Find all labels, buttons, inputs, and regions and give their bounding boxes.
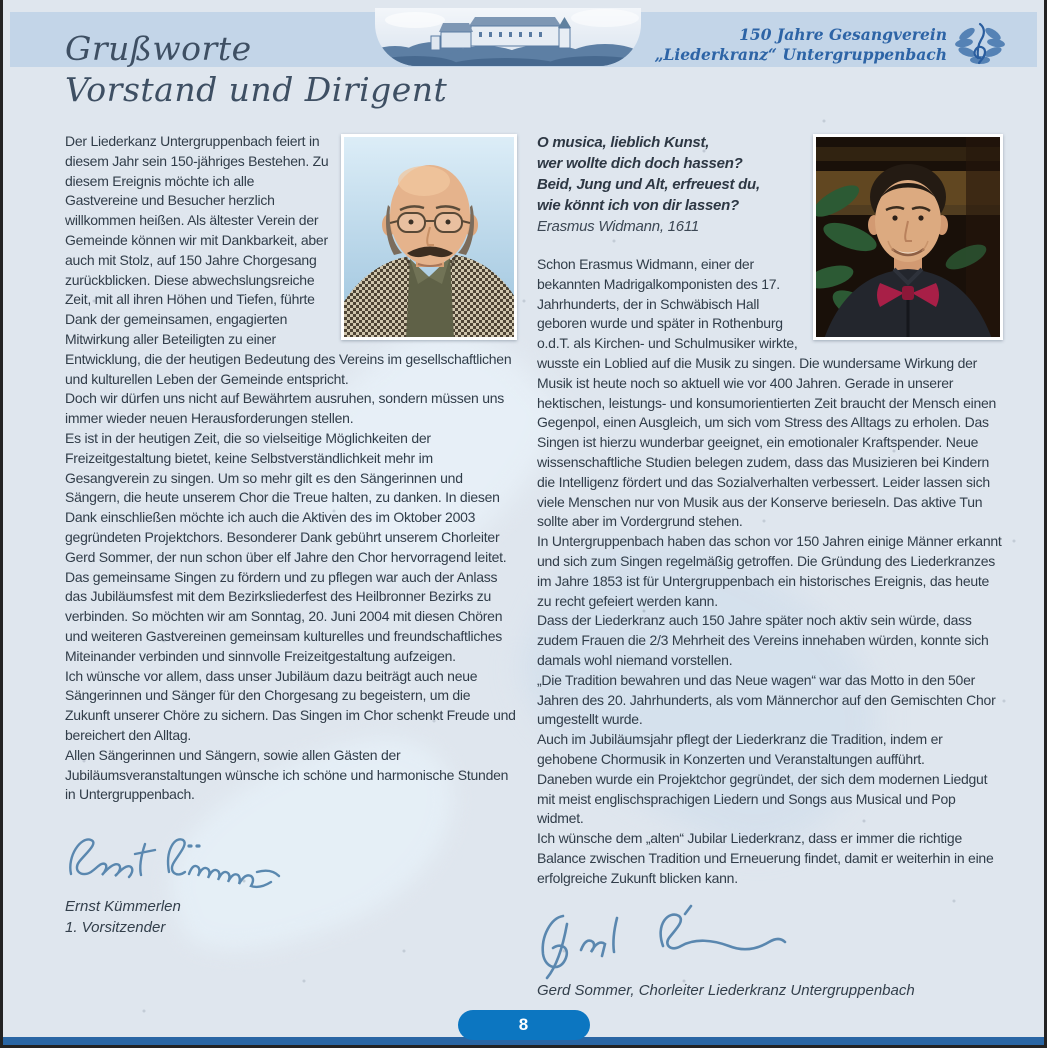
body-paragraph: „Die Tradition bewahren und das Neue wagen“ war das Motto in den 50er Jahren des 20. Jahrhunderts, als vom Männerchor auf den Gemischten Chor umgestellt wurde.	[537, 671, 996, 728]
paper-speckles	[3, 0, 5, 2]
conductor-portrait-photo	[813, 134, 1003, 340]
body-paragraph: Es ist in der heutigen Zeit, die so vielseitige Möglichkeiten der Freizeitgestaltung bietet, keine Selbstverständlichkeit mehr im Gesangverein zu singen. Um so mehr gilt es den Sängerinnen und Sängern, die heute unserem Chor die Treue halten, zu danken. In diesen Dank einschließen möchte ich auch die Aktiven des im Oktober 2003 gegründeten Projektchors. Besonderer Dank gebührt unserem Chorleiter Gerd Sommer, der nun schon über elf Jahre den Chor hervorragend leitet. Das gemeinsame Singen zu fördern und zu pflegen war auch der Anlass das Jubiläumsfest mit dem Bezirksliederfest des Heilbronner Bezirks zu verbinden. So möchten wir am Sonntag, 20. Juni 2004 mit diesen Chören und weiteren Gastvereinen gemeinsam kulturelles und freundschaftliches Miteinander verbinden und sinnvolle Freizeitgestaltung aufzeigen.	[65, 429, 507, 664]
body-paragraph: Doch wir dürfen uns nicht auf Bewährtem ausruhen, sondern müssen uns immer wieder neuen Herausforderungen stellen.	[65, 390, 505, 427]
page-title	[65, 28, 447, 110]
body-paragraph: Der Liederkanz Untergruppenbach feiert in diesem Jahr sein 150-jähriges Bestehen. Zu diesem Ereignis möchte ich alle Gastvereine und Besucher herzlich willkommen heißen. Als ältester Verein der Gemeinde können wir mit Dankbarkeit, aber auch mit Stolz, auf 150 Jahre Chorgesang zurückblicken. Diese abwechslungsreiche Zeit, mit all ihren Höhen und Tiefen, führte Dank der gemeinsamen, engagierten Mitwirkung aller Beteiligten zu einer Entwicklung, die der heutigen Bedeutung des Vereins im gesellschaftlichen und kulturellen Leben der Gemeinde entspricht.	[65, 133, 512, 387]
chairman-role: 1. Vorsitzender	[65, 919, 166, 936]
conductor-signature-handwriting	[533, 902, 803, 980]
right-column	[537, 132, 1003, 889]
chairman-name: Ernst Kümmerlen	[65, 898, 181, 915]
edition-title-line1: 150 Jahre Gesangverein	[739, 25, 947, 44]
quote-line: Beid, Jung und Alt, erfreuest du,	[537, 176, 760, 193]
left-column	[65, 132, 517, 805]
quote-line: wie könnt ich von dir lassen?	[537, 197, 739, 214]
page-number: 8	[518, 1015, 529, 1034]
chairman-signature-caption	[65, 896, 181, 938]
body-paragraph: Ich wünsche vor allem, dass unser Jubiläum dazu beiträgt auch neue Sängerinnen und Sänger für den Chorgesang zu begeistern, um die Zukunft unserer Chöre zu sichern. Das Singen im Chor schenkt Freude und bereichert den Alltag.	[65, 667, 516, 743]
body-paragraph: Dass der Liederkranz auch 150 Jahre später noch aktiv sein würde, dass zudem Frauen die 2/3 Mehrheit des Vereins innehaben würden, konnte sich damals wohl niemand vorstellen.	[537, 612, 989, 668]
body-paragraph: Auch im Jubiläumsjahr pflegt der Liederkranz die Tradition, indem er gehobene Chormusik in Konzerten und Veranstaltungen aufführt.	[537, 731, 943, 767]
body-paragraph: Daneben wurde ein Projektchor gegründet, der sich dem modernen Liedgut mit meist englischsprachigen Liedern und Songs aus Musical und Pop widmet.	[537, 770, 988, 827]
page-title-line1: Grußworte	[65, 29, 252, 68]
page-title-line2: Vorstand und Dirigent	[65, 70, 448, 109]
body-paragraph: Ich wünsche dem „alten“ Jubilar Liederkranz, dass er immer die richtige Balance zwischen Tradition und Erneuerung findet, damit er weiterhin in eine erfolgreiche Zukunft blicken kann.	[537, 830, 994, 886]
edition-title-line2: „Liederkranz“ Untergruppenbach	[654, 45, 947, 64]
wreath-treble-clef-icon	[955, 18, 1005, 66]
chairman-portrait-photo	[341, 134, 517, 340]
quote-attribution: Erasmus Widmann, 1611	[537, 218, 699, 235]
body-paragraph: Allen Sängerinnen und Sängern, sowie allen Gästen der Jubiläumsveranstaltungen wünsche ich schöne und harmonische Stunden in Untergruppenbach.	[65, 746, 509, 803]
edition-title	[617, 25, 947, 65]
body-paragraph: In Untergruppenbach haben das schon vor 150 Jahren einige Männer erkannt und sich zum Singen regelmäßig getroffen. Die Gründung des Liederkranzes im Jahre 1853 ist für Untergruppenbach ein historisches Ereignis, das heute zu recht gefeiert werden kann.	[537, 533, 1002, 609]
conductor-signature-caption	[537, 982, 915, 999]
quote-line: O musica, lieblich Kunst,	[537, 134, 710, 151]
conductor-name-role: Gerd Sommer, Chorleiter Liederkranz Untergruppenbach	[537, 982, 915, 999]
chairman-signature-handwriting	[61, 828, 301, 894]
page-number-badge	[458, 1010, 590, 1040]
quote-line: wer wollte dich doch hassen?	[537, 155, 743, 172]
body-paragraph: Schon Erasmus Widmann, einer der bekannten Madrigalkomponisten des 17. Jahrhunderts, der in Schwäbisch Hall geboren wurde und später in Rothenburg o.d.T. als Kirchen- und Schulmusiker wirkte, wusste ein Loblied auf die Musik zu singen. Die wundersame Wirkung der Musik ist heute noch so aktuell wie vor 400 Jahren. Gerade in unserer hektischen, leistungs- und konsumorientierten Zeit braucht der Mensch einen Gegenpol, einen Ausgleich, um sich vom Stress des Alltags zu erholen. Das Singen ist hierzu wunderbar geeignet, ein emotionaler Kraftspender. Neue wissenschaftliche Studien belegen zudem, dass das Musizieren bei Kindern die Intelligenz fördert und das Sozialverhalten verbessert. Leider lassen sich viele Menschen nur von Musik aus der Konserve berieseln. Das aktive Tun sollte aber im Vordergrund stehen.	[537, 256, 997, 530]
